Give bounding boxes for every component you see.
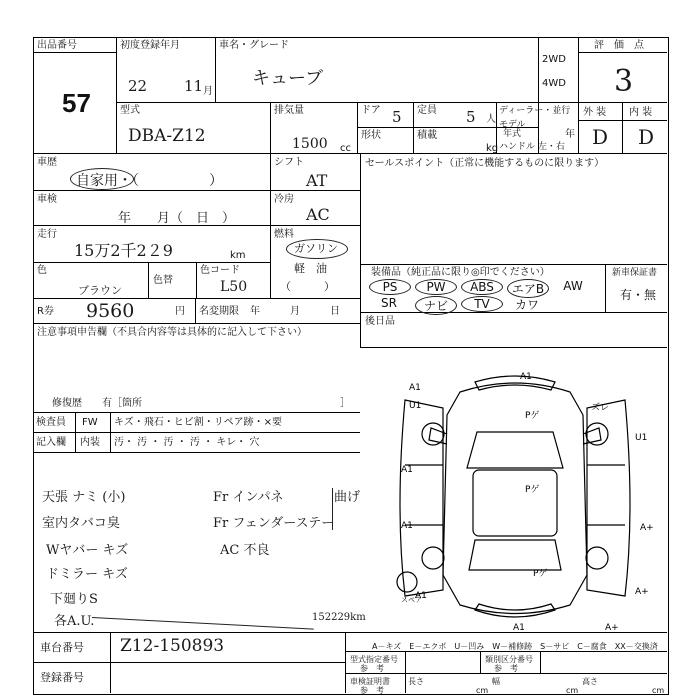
grid-line bbox=[578, 52, 667, 53]
note-line: 各A.U. bbox=[54, 614, 95, 629]
grid-line bbox=[605, 264, 606, 312]
equipment-item: PW bbox=[415, 279, 457, 295]
height-label: 高さ bbox=[582, 677, 598, 686]
car-diagram bbox=[365, 360, 665, 632]
fuel-diesel: 軽 油 bbox=[294, 262, 327, 275]
grid-line bbox=[270, 102, 271, 153]
cert-ref: 参 考 bbox=[360, 686, 384, 695]
recycle-label: R券 bbox=[37, 306, 54, 317]
grid-line bbox=[195, 298, 196, 323]
notes-label: 注意事項申告欄（不具合内容等は具体的に記入して下さい） bbox=[37, 327, 307, 338]
grid-line bbox=[33, 432, 360, 433]
damage-mark: ズレ bbox=[591, 403, 610, 413]
seats-value: 5 bbox=[466, 108, 476, 126]
seats-unit: 人 bbox=[486, 114, 496, 125]
displacement-value: 1500 bbox=[292, 136, 328, 152]
fuel-other: （ ） bbox=[280, 280, 335, 293]
grid-line bbox=[33, 452, 360, 453]
width-unit: cm bbox=[566, 686, 579, 695]
door-label: ドア bbox=[361, 105, 381, 116]
inspection-label: 車検 bbox=[37, 194, 57, 205]
equipment-item: SR bbox=[381, 296, 397, 310]
color-value: ブラウン bbox=[78, 284, 122, 297]
door-value: 5 bbox=[392, 108, 402, 126]
grid-line bbox=[345, 632, 346, 693]
ext-label: 外 装 bbox=[583, 107, 607, 118]
grid-line bbox=[405, 651, 406, 693]
ac-value: AC bbox=[306, 205, 330, 224]
chassis-value: Z12-150893 bbox=[120, 636, 225, 656]
grid-line bbox=[116, 37, 117, 153]
color-code-label: 色コード bbox=[200, 265, 240, 276]
damage-mark: A1 bbox=[401, 465, 413, 475]
seats-label: 定員 bbox=[417, 105, 437, 116]
score-label: 評 価 点 bbox=[594, 40, 644, 51]
mileage-note: 152229km bbox=[312, 612, 366, 623]
shape-label: 形状 bbox=[361, 130, 381, 141]
mileage-value: 15万2千2２9 bbox=[74, 241, 173, 260]
grid-line bbox=[33, 298, 360, 299]
equipment-item: ABS bbox=[461, 279, 503, 295]
equipment-item: エアB bbox=[507, 279, 549, 298]
sales-point-label: セールスポイント（正常に機能するものに限ります） bbox=[365, 158, 605, 169]
note-line: 天張 ナミ (小) bbox=[42, 490, 126, 505]
deadline-value: 年 月 日 bbox=[250, 306, 340, 317]
recycle-unit: 円 bbox=[175, 306, 185, 317]
grid-line bbox=[196, 262, 197, 298]
wd-2: 2WD bbox=[542, 54, 566, 65]
grid-line bbox=[360, 153, 361, 347]
grid-line bbox=[33, 190, 360, 191]
car-name-label: 車名・グレード bbox=[219, 40, 289, 51]
equipment-item: ナビ bbox=[415, 296, 457, 315]
color-label: 色 bbox=[37, 265, 47, 276]
note-right: Fr インパネ bbox=[213, 490, 284, 505]
panel-note: Pゲ bbox=[533, 569, 548, 579]
damage-mark: A1 bbox=[401, 521, 413, 531]
model-value: DBA-Z12 bbox=[128, 126, 206, 146]
cert-label: 車検証明書 bbox=[350, 677, 390, 686]
damage-mark: A1 bbox=[415, 591, 427, 601]
fuel-gasoline: ガソリン bbox=[294, 242, 338, 255]
damage-legend: A－キズ E－エクボ U－凹み W－補修跡 S－サビ C－腐食 XX－交換済 bbox=[372, 642, 658, 651]
inspector-row2-b: 汚・ 汚 ・ 汚 ・ 汚 ・ キレ・ 穴 bbox=[114, 437, 260, 448]
grid-line bbox=[538, 37, 539, 153]
history-value: 自家用・（ ） bbox=[76, 173, 223, 189]
model-year-label2: 年式 bbox=[503, 129, 522, 139]
int-label: 内 装 bbox=[629, 107, 653, 118]
grid-line bbox=[33, 662, 345, 663]
equipment-item: AW bbox=[563, 279, 583, 293]
damage-mark: A+ bbox=[635, 587, 649, 597]
damage-mark: A+ bbox=[640, 523, 654, 533]
displacement-unit: cc bbox=[340, 143, 351, 154]
registration-label: 登録番号 bbox=[40, 671, 84, 684]
grid-line bbox=[360, 347, 667, 348]
inspector-row1-b: キズ・飛石・ヒビ割・リペア跡・×要 bbox=[114, 417, 282, 428]
displacement-label: 排気量 bbox=[274, 105, 304, 116]
spare-label: スペア bbox=[401, 596, 422, 604]
grid-line bbox=[215, 37, 216, 102]
equipment-label: 装備品（純正品に限り◎印でください） bbox=[371, 267, 550, 278]
shift-value: AT bbox=[306, 171, 328, 190]
first-reg-year: 22 bbox=[128, 77, 148, 95]
lot-value: 57 bbox=[62, 88, 91, 118]
chassis-label: 車台番号 bbox=[40, 641, 84, 654]
equipment-item: カワ bbox=[514, 298, 539, 312]
grid-line bbox=[33, 632, 667, 633]
color-code-value: L50 bbox=[220, 279, 248, 295]
model-year-label: モデル bbox=[499, 120, 526, 130]
damage-mark: A+ bbox=[605, 623, 619, 632]
inspector-label-2: 記入欄 bbox=[36, 437, 66, 448]
note-bracket bbox=[326, 488, 333, 530]
length-label: 長さ bbox=[408, 677, 424, 686]
grid-line bbox=[116, 102, 667, 103]
handle-label: ハンドル 左・右 bbox=[499, 142, 565, 152]
equipment-item: PS bbox=[369, 279, 411, 295]
model-label: 型式 bbox=[120, 105, 140, 116]
repair-close: ］ bbox=[340, 398, 350, 409]
grid-line bbox=[148, 262, 149, 298]
first-reg-month: 11 bbox=[184, 77, 204, 95]
inspection-value: 年 月（ 日 ） bbox=[118, 211, 236, 226]
lot-label: 出品番号 bbox=[37, 40, 77, 51]
year-unit: 年 bbox=[565, 129, 575, 140]
type-ref: 参 考 bbox=[360, 664, 384, 673]
dealer-label: ディーラー・並行 bbox=[499, 106, 571, 116]
equipment-item: TV bbox=[461, 296, 503, 312]
recycle-value: 9560 bbox=[86, 300, 135, 322]
inspector-row1-a: FW bbox=[82, 417, 98, 428]
int-value: D bbox=[638, 125, 655, 149]
mileage-unit: km bbox=[230, 250, 246, 261]
type-number-label: 型式指定番号 bbox=[350, 655, 398, 664]
class-number-label: 類別区分番号 bbox=[485, 655, 533, 664]
grid-line bbox=[480, 651, 481, 673]
wd-4: 4WD bbox=[542, 78, 566, 89]
first-reg-month-unit: 月 bbox=[203, 86, 213, 97]
warranty-value: 有・無 bbox=[620, 288, 657, 302]
note-line: 下廻りS bbox=[50, 592, 98, 607]
class-ref: 参 考 bbox=[494, 664, 518, 673]
load-label: 積載 bbox=[417, 130, 437, 141]
load-unit: kg bbox=[486, 143, 499, 154]
car-name-value: キューブ bbox=[252, 68, 324, 89]
inspector-row2-a: 内装 bbox=[80, 437, 100, 448]
damage-mark: A1 bbox=[520, 372, 532, 382]
panel-note: Pゲ bbox=[525, 485, 540, 495]
grid-line bbox=[33, 412, 360, 413]
repair-label: 修復歴 有［箇所 bbox=[52, 398, 142, 409]
inspector-label-1: 検査員 bbox=[36, 417, 66, 428]
grid-line bbox=[622, 102, 623, 153]
note-line: Wヤバー キズ bbox=[46, 543, 129, 558]
ac-label: 冷房 bbox=[274, 194, 294, 205]
ext-value: D bbox=[592, 125, 609, 149]
shift-label: シフト bbox=[274, 157, 304, 168]
panel-note: Pゲ bbox=[525, 411, 540, 421]
note-line: 室内タバコ臭 bbox=[42, 516, 120, 531]
deadline-label: 名変期限 bbox=[199, 306, 239, 317]
damage-mark: A1 bbox=[513, 623, 525, 632]
grid-line bbox=[33, 52, 117, 53]
grid-line bbox=[33, 262, 270, 263]
fuel-label: 燃料 bbox=[274, 229, 294, 240]
mileage-label: 走行 bbox=[37, 229, 57, 240]
grid-line bbox=[540, 651, 541, 673]
note-right: AC 不良 bbox=[220, 543, 270, 558]
grid-line bbox=[578, 37, 579, 153]
color-change-label: 色替 bbox=[153, 275, 173, 286]
first-reg-label: 初度登録年月 bbox=[120, 40, 180, 51]
note-mark: 曲げ bbox=[334, 490, 361, 505]
height-unit: cm bbox=[652, 686, 665, 695]
history-label: 車歴 bbox=[37, 157, 57, 168]
grid-line bbox=[33, 323, 360, 324]
grid-line bbox=[360, 264, 667, 265]
after-label: 後日品 bbox=[365, 316, 395, 327]
warranty-label: 新車保証書 bbox=[612, 268, 658, 278]
note-line: ドミラー キズ bbox=[46, 567, 128, 582]
length-unit: cm bbox=[476, 686, 489, 695]
equipment-grid bbox=[363, 278, 603, 312]
damage-mark: A1 bbox=[409, 383, 421, 393]
width-label: 幅 bbox=[492, 677, 500, 686]
score-value: 3 bbox=[614, 64, 634, 99]
damage-mark: U1 bbox=[635, 433, 648, 443]
note-right: Fr フェンダーステー bbox=[213, 516, 335, 531]
damage-mark: U1 bbox=[409, 401, 422, 411]
